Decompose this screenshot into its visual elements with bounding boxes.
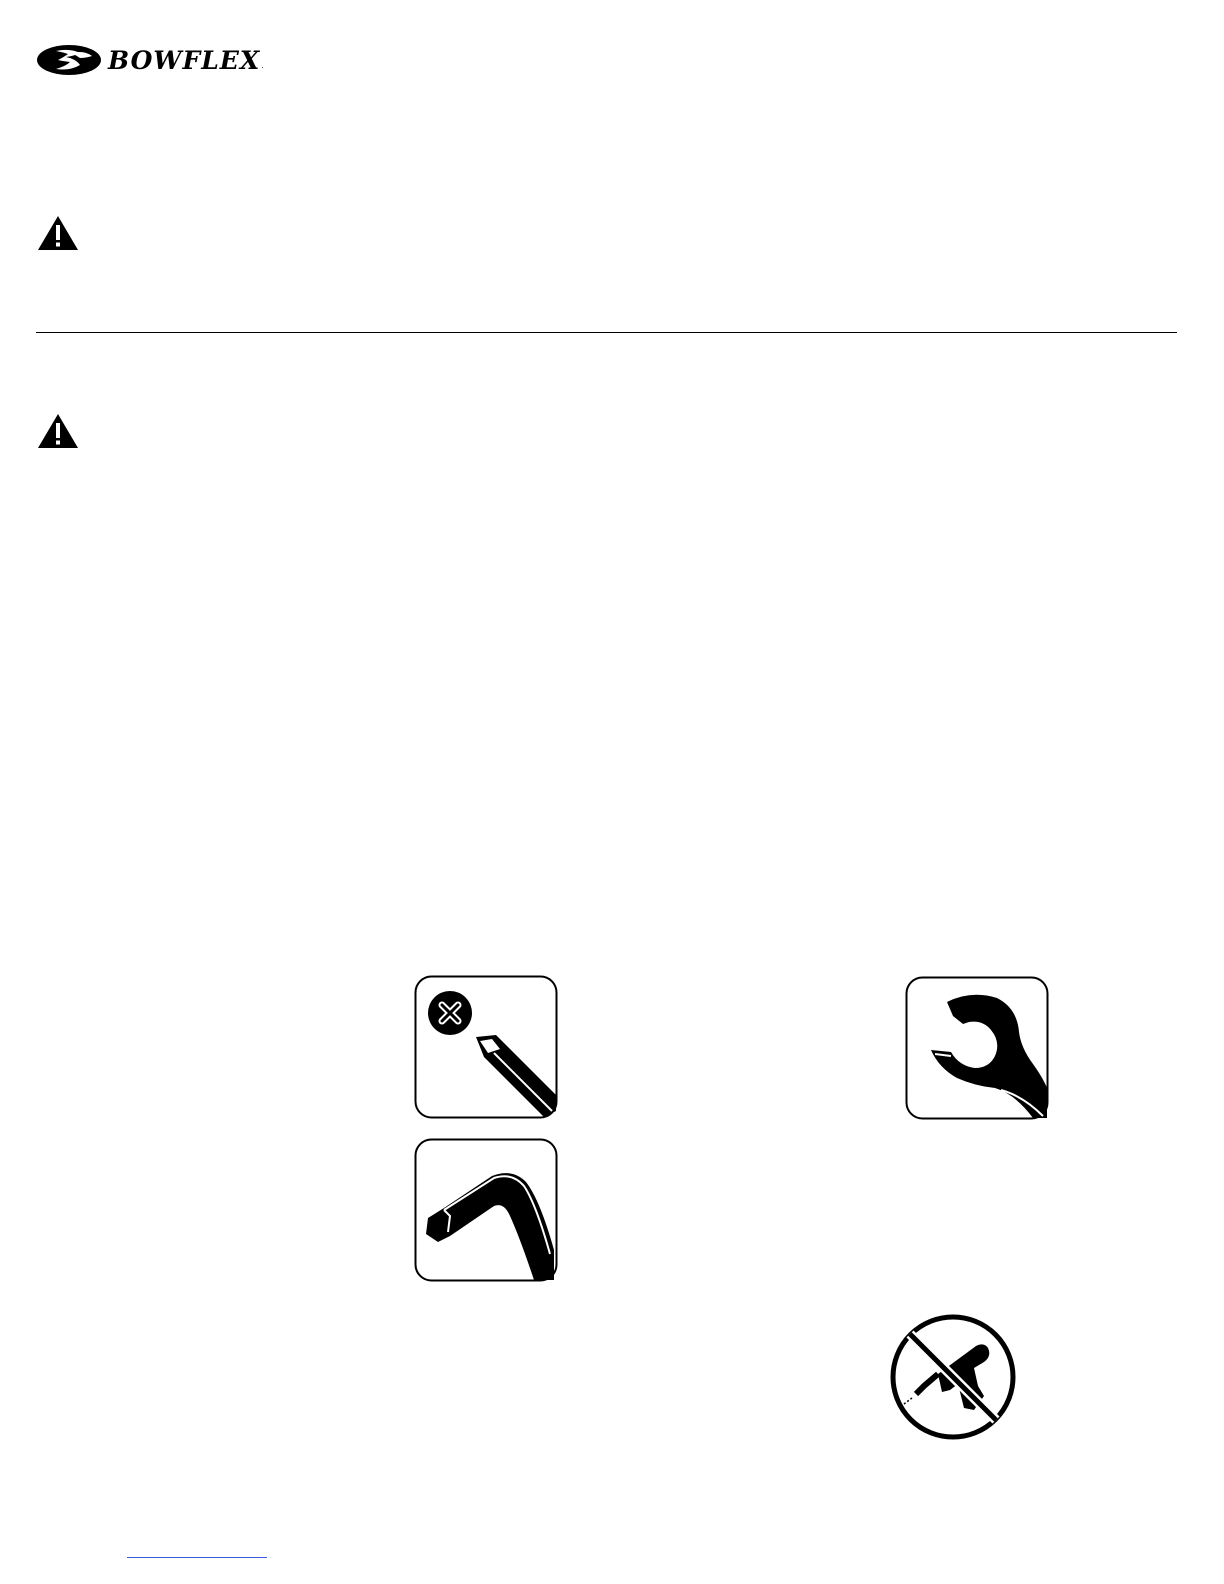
hex-key-icon — [414, 1138, 558, 1282]
brand-name: BOWFLEX — [108, 45, 261, 75]
open-end-wrench-icon — [905, 976, 1049, 1120]
warning-triangle-icon — [36, 412, 80, 450]
footer-link-underline[interactable] — [127, 1557, 267, 1558]
section-divider — [36, 332, 1177, 333]
trademark-mark: . — [261, 61, 264, 70]
phillips-screwdriver-icon — [414, 975, 558, 1119]
bowflex-logo — [36, 40, 292, 80]
bowflex-swoosh-mark — [36, 41, 106, 79]
no-power-tools-icon — [888, 1312, 1018, 1442]
warning-triangle-icon — [36, 214, 80, 252]
